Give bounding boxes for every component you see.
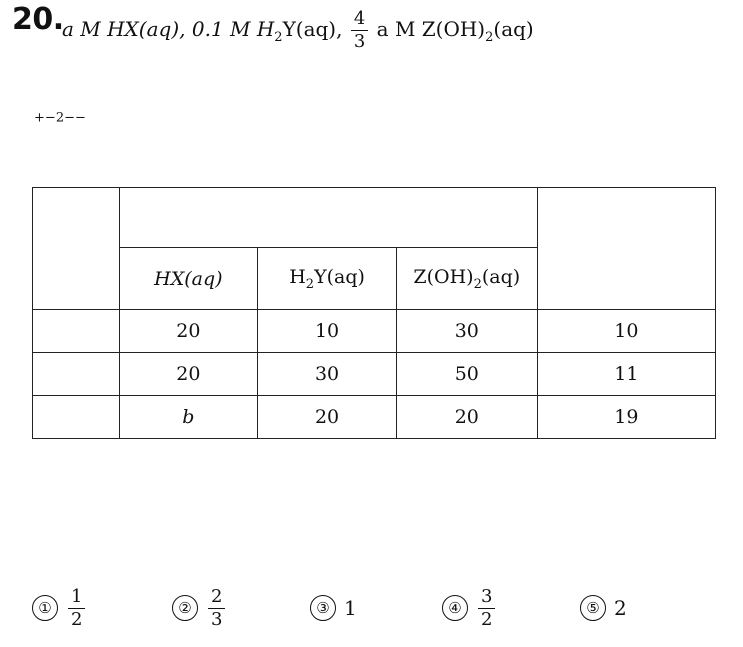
choice-number: ③ [310,595,336,621]
row-label [33,310,120,353]
fraction-numerator: 3 [478,586,495,609]
volume-header [119,188,537,248]
row-label [33,396,120,439]
data-table [32,187,716,439]
cell-h2y: 10 [258,310,397,353]
table-row [33,310,716,353]
col-zoh-text: Z(OH) [413,265,474,288]
fraction-denominator: 2 [481,608,493,630]
choice-1[interactable] [32,575,87,641]
mix-header [33,188,120,310]
fraction-denominator: 3 [353,31,366,52]
fraction-denominator: 2 [71,608,83,630]
answer-choices [32,575,722,641]
cell-h2y: 30 [258,353,397,396]
stem-text: Y(aq), [282,17,343,41]
choice-fraction [68,586,85,631]
col-zoh: $Z(OH)_2(aq)$ [396,248,537,310]
choice-value: 2 [614,596,627,620]
cell-hx: 20 [119,310,258,353]
col-h2y-text: Y(aq) [314,265,365,288]
cell-hx: 20 [119,353,258,396]
stem-text: a M HX(aq), 0.1 M H [62,17,275,41]
row-label [33,353,120,396]
cell-h2y: 20 [258,396,397,439]
choice-number: ⑤ [580,595,606,621]
question-number: 20. [12,2,64,37]
fraction-numerator: 4 [351,8,368,31]
choice-value: 1 [344,596,357,620]
choice-number: ② [172,595,198,621]
choice-3[interactable] [310,575,357,641]
cell-sum: 11 [537,353,715,396]
stem-text: (aq) [493,17,534,41]
cell-sum: 19 [537,396,715,439]
stem-text: a M Z(OH) [376,17,486,41]
fraction-denominator: 3 [211,608,223,630]
fraction-numerator: 2 [208,586,225,609]
choice-fraction [208,586,225,631]
col-h2y: $H_2Y(aq)$ [258,248,397,310]
cell-zoh: 20 [396,396,537,439]
col-zoh-tail: (aq) [481,265,521,288]
stem-line-1: a M HX(aq), 0.1 M $H_2Y(aq)$, $\frac{4}{3}$ a M $Z(OH)_2(aq)$ [62,8,534,52]
col-hx: HX(aq) [119,248,258,310]
choice-2[interactable] [172,575,227,641]
choice-number: ① [32,595,58,621]
cell-hx: b [119,396,258,439]
choice-number: ④ [442,595,468,621]
cell-zoh: 30 [396,310,537,353]
stem-line-3: +−2−− [34,110,86,126]
choice-fraction [478,586,495,631]
sum-header [537,188,715,310]
choice-4[interactable] [442,575,497,641]
fraction-four-thirds [351,8,368,53]
fraction-numerator: 1 [68,586,85,609]
cell-sum: 10 [537,310,715,353]
table-row [33,396,716,439]
choice-5[interactable] [580,575,627,641]
table-row [33,353,716,396]
cell-zoh: 50 [396,353,537,396]
